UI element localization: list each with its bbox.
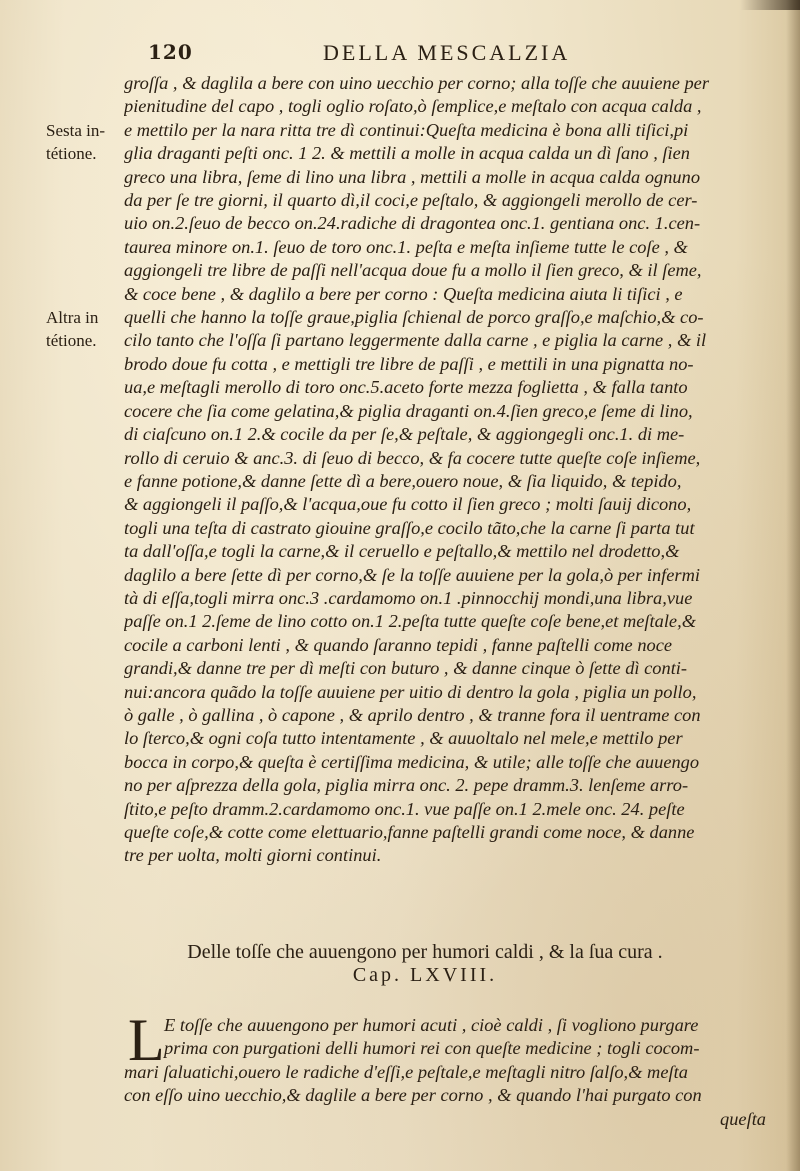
text-line: ua,e meſtagli merollo di toro onc.5.aceto forte mezza foglietta , & falla tanto: [124, 377, 688, 398]
text-line: rollo di ceruio & anc.3. di ſeuo di becco, & fa cocere tutte queſte coſe inſieme,: [124, 447, 701, 468]
text-line: E toſſe che auuengono per humori acuti , cioè caldi , ſi vogliono purgare: [164, 1015, 699, 1035]
text-line: di ciaſcuno on.1 2.& cocile da per ſe,& peſtale, & aggiongegli onc.1. di me-: [124, 424, 685, 445]
text-line: & aggiongeli il paſſo,& l'acqua,oue fu cotto il ſien greco ; molti ſauij dicono,: [124, 494, 692, 515]
text-line: grandi,& danne tre per dì meſti con buturo , & danne cinque ò ſette dì conti-: [124, 658, 688, 679]
margin-note-line: Altra in: [46, 308, 99, 327]
text-line: daglilo a bere ſette dì per corno,& ſe la toſſe auuiene per la gola,ò per infermi: [124, 564, 700, 585]
text-line: ò galle , ò gallina , ò capone , & aprilo dentro , & tranne fora il uentrame con: [124, 704, 701, 725]
body-text: [124, 72, 780, 868]
margin-note-line: tétione.: [46, 144, 97, 164]
text-line: nui:ancora quãdo la toſſe auuiene per uitio di dentro la gola , piglia un pollo,: [124, 681, 697, 702]
text-line: uio on.2.ſeuo de becco on.24.radiche di dragontea onc.1. gentiana onc. 1.cen-: [124, 213, 701, 234]
text-line: paſſe on.1 2.ſeme de lino cotto on.1 2.peſta tutte queſte coſe bene,et meſtale,&: [124, 611, 696, 632]
margin-note-sesta: [46, 119, 126, 166]
running-head: DELLA MESCALZIA: [323, 40, 571, 65]
text-line: da per ſe tre giorni, il quarto dì,il coci,e peſtalo, & aggiongeli merollo de cer-: [124, 190, 698, 211]
text-line: aggiongeli tre libre de paſſi nell'acqua doue fu a mollo il ſien greco, & il ſeme,: [124, 260, 702, 281]
chapter-body-text: [124, 1007, 780, 1131]
page-edge-shadow: [786, 0, 800, 1171]
text-line: prima con purgationi delli humori rei con queſte medicine ; togli cocom-: [164, 1038, 700, 1059]
text-line: bocca in corpo,& queſta è certiſſima medicina, & utile; alle toſſe che auuengo: [124, 751, 700, 772]
catchword: queſta: [720, 1108, 766, 1129]
page-header: [148, 40, 748, 70]
page-number: 120: [148, 40, 193, 64]
text-line: cocere che ſia come gelatina,& piglia draganti on.4.ſien greco,e ſeme di lino,: [124, 400, 693, 421]
text-line: taurea minore on.1. ſeuo de toro onc.1. peſta e meſta inſieme tutte le coſe , &: [124, 236, 688, 257]
text-line: groſſa , & daglila a bere con uino uecchio per corno; alla toſſe che auuiene per: [124, 73, 709, 93]
text-line: no per aſprezza della gola, piglia mirra onc. 2. pepe dramm.3. lenſeme arro-: [124, 775, 689, 796]
margin-note-line: tétione.: [46, 331, 97, 351]
text-line: glia draganti peſti onc. 1 2. & mettili a molle in acqua calda un dì ſano , ſien: [124, 143, 690, 164]
text-line: togli una teſta di castrato giouine graſſo,e cocilo tãto,che la carne ſi parta tut: [124, 517, 695, 538]
text-line: ſtito,e peſto dramm.2.cardamomo onc.1. vue paſſe on.1 2.mele onc. 24. peſte: [124, 798, 685, 819]
text-line: greco una libra, ſeme di lino una libra , mettili a molle in acqua calda ognuno: [124, 166, 701, 187]
text-line: quelli che hanno la toſſe graue,piglia ſchienal de porco graſſo,e maſchio,& co-: [124, 307, 704, 328]
text-line: & coce bene , & daglilo a bere per corno : Queſta medicina aiuta li tiſici , e: [124, 283, 683, 304]
text-line: mari ſaluatichi,ouero le radiche d'eſſi,e peſtale,e meſtagli nitro ſalſo,& meſta: [124, 1061, 688, 1082]
text-line: e fanne potione,& danne ſette dì a bere,ouero noue, & ſia liquido, & tepido,: [124, 470, 682, 491]
margin-note-line: Sesta in-: [46, 121, 106, 140]
drop-cap-initial: L: [128, 1007, 165, 1073]
chapter-title: Delle toſſe che auuengono per humori caldi , & la ſua cura .: [187, 941, 663, 963]
text-line: queſte coſe,& cotte come elettuario,fanne paſtelli grandi come noce, & danne: [124, 822, 695, 842]
margin-note-altra: [46, 306, 126, 353]
chapter-number: Cap. LXVIII.: [352, 964, 498, 986]
text-line: cilo tanto che l'oſſa ſi partano leggermente dalla carne , e piglia la carne , & il: [124, 330, 707, 351]
page-corner-shadow: [740, 0, 800, 10]
text-line: brodo doue fu cotta , e mettigli tre libre de paſſi , e mettili in una pignatta no-: [124, 353, 694, 374]
text-line: tà di eſſa,togli mirra onc.3 .cardamomo on.1 .pinnocchij mondi,una libra,vue: [124, 587, 693, 608]
text-line: pienitudine del capo , togli oglio roſato,ò ſemplice,e meſtalo con acqua calda ,: [124, 96, 702, 117]
text-line: tre per uolta, molti giorni continui.: [124, 845, 382, 866]
text-line: con eſſo uino uecchio,& daglile a bere per corno , & quando l'hai purgato con: [124, 1085, 702, 1106]
text-line: ta dall'oſſa,e togli la carne,& il ceruello e peſtallo,& mettilo nel drodetto,&: [124, 541, 680, 562]
text-line: e mettilo per la nara ritta tre dì continui:Queſta medicina è bona alli tiſici,pi: [124, 119, 689, 140]
text-line: lo ſterco,& ogni coſa tutto intentamente , & auuoltalo nel mele,e mettilo per: [124, 728, 683, 749]
text-line: cocile a carboni lenti , & quando ſaranno tepidi , fanne paſtelli come noce: [124, 634, 673, 655]
